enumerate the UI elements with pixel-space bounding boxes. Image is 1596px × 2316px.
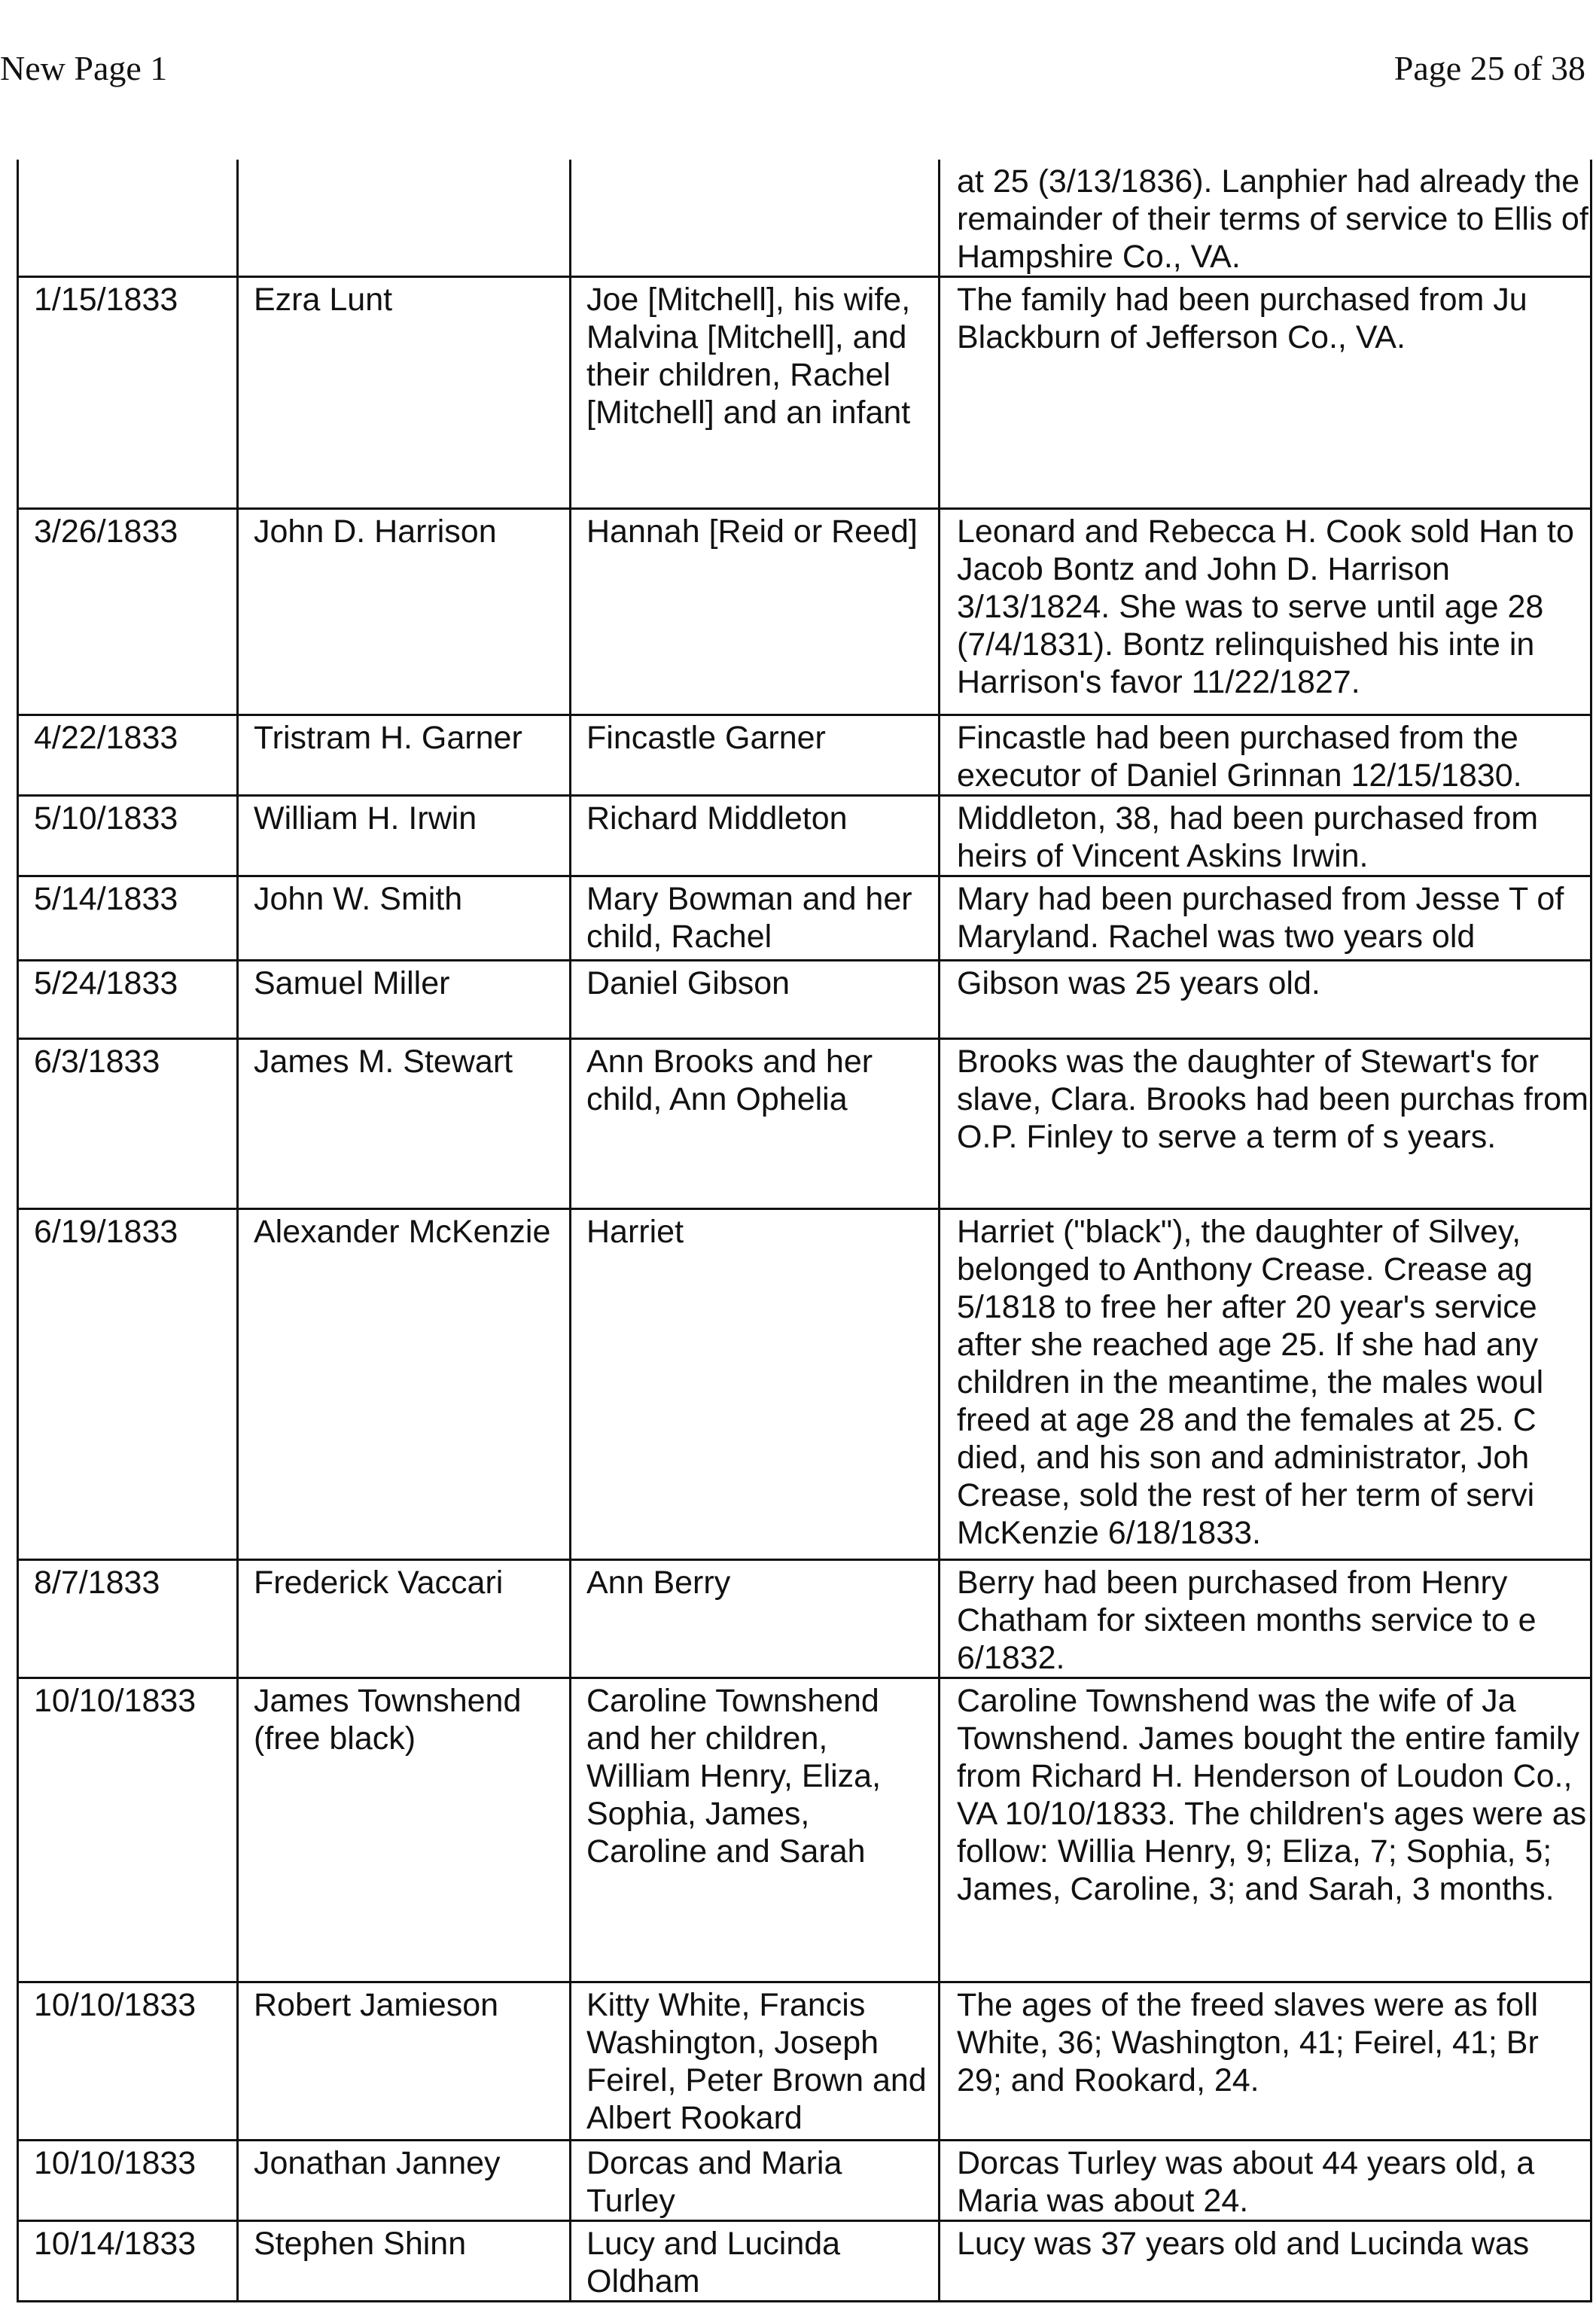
date-cell: 8/7/1833 bbox=[18, 1560, 238, 1678]
freed-cell: Joe [Mitchell], his wife, Malvina [Mitchell], and their children, Rachel [Mitchell] and an infant bbox=[571, 277, 940, 509]
table-row bbox=[18, 1209, 1591, 1560]
table-row bbox=[18, 2141, 1591, 2221]
owner-cell: James Townshend (free black) bbox=[238, 1678, 571, 1982]
date-cell: 5/24/1833 bbox=[18, 961, 238, 1039]
owner-cell: John W. Smith bbox=[238, 876, 571, 961]
notes-cell: Dorcas Turley was about 44 years old, a Maria was about 24. bbox=[940, 2141, 1591, 2221]
table-row bbox=[18, 961, 1591, 1039]
notes-cell: The family had been purchased from Ju Blackburn of Jefferson Co., VA. bbox=[940, 277, 1591, 509]
owner-cell: Tristram H. Garner bbox=[238, 715, 571, 796]
freed-cell: Richard Middleton bbox=[571, 796, 940, 876]
date-cell: 10/10/1833 bbox=[18, 1982, 238, 2141]
owner-cell: Alexander McKenzie bbox=[238, 1209, 571, 1560]
freed-cell: Lucy and Lucinda Oldham bbox=[571, 2221, 940, 2302]
date-cell: 6/3/1833 bbox=[18, 1039, 238, 1209]
owner-cell: Robert Jamieson bbox=[238, 1982, 571, 2141]
freed-cell: Kitty White, Francis Washington, Joseph Feirel, Peter Brown and Albert Rookard bbox=[571, 1982, 940, 2141]
notes-cell: Caroline Townshend was the wife of Ja Townshend. James bought the entire family from Richard H. Henderson of Loudon Co., VA 10/10/1833. The children's ages were as follow: Willia Henry, 9; Eliza, 7; Sophia, 5; James, Caroline, 3; and Sarah, 3 months. bbox=[940, 1678, 1591, 1982]
notes-cell: Fincastle had been purchased from the executor of Daniel Grinnan 12/15/1830. bbox=[940, 715, 1591, 796]
table-row bbox=[18, 160, 1591, 277]
table-row bbox=[18, 715, 1591, 796]
freed-cell: Hannah [Reid or Reed] bbox=[571, 509, 940, 715]
notes-cell: Gibson was 25 years old. bbox=[940, 961, 1591, 1039]
freed-cell: Mary Bowman and her child, Rachel bbox=[571, 876, 940, 961]
freed-cell bbox=[571, 160, 940, 277]
freed-cell: Ann Berry bbox=[571, 1560, 940, 1678]
owner-cell: Frederick Vaccari bbox=[238, 1560, 571, 1678]
date-cell: 6/19/1833 bbox=[18, 1209, 238, 1560]
date-cell: 10/10/1833 bbox=[18, 1678, 238, 1982]
date-cell: 10/14/1833 bbox=[18, 2221, 238, 2302]
notes-cell: Leonard and Rebecca H. Cook sold Han to Jacob Bontz and John D. Harrison 3/13/1824. She was to serve until age 28 (7/4/1831). Bontz relinquished his inte in Harrison's favor 11/22/1827. bbox=[940, 509, 1591, 715]
notes-cell: Harriet ("black"), the daughter of Silvey, belonged to Anthony Crease. Crease ag 5/1818 to free her after 20 year's service after she reached age 25. If she had any children in the meantime, the males woul freed at age 28 and the females at 25. C died, and his son and administrator, Joh Crease, sold the rest of her term of servi McKenzie 6/18/1833. bbox=[940, 1209, 1591, 1560]
table-row bbox=[18, 277, 1591, 509]
owner-cell: James M. Stewart bbox=[238, 1039, 571, 1209]
date-cell bbox=[18, 160, 238, 277]
page-number: Page 25 of 38 bbox=[1393, 49, 1585, 87]
page-header-title: New Page 1 bbox=[0, 49, 168, 87]
notes-cell: Brooks was the daughter of Stewart's for slave, Clara. Brooks had been purchas from O.P. Finley to serve a term of s years. bbox=[940, 1039, 1591, 1209]
owner-cell: William H. Irwin bbox=[238, 796, 571, 876]
date-cell: 4/22/1833 bbox=[18, 715, 238, 796]
freed-cell: Caroline Townshend and her children, William Henry, Eliza, Sophia, James, Caroline and Sarah bbox=[571, 1678, 940, 1982]
date-cell: 3/26/1833 bbox=[18, 509, 238, 715]
table-row bbox=[18, 2221, 1591, 2302]
date-cell: 10/10/1833 bbox=[18, 2141, 238, 2221]
owner-cell: Jonathan Janney bbox=[238, 2141, 571, 2221]
notes-cell: The ages of the freed slaves were as foll White, 36; Washington, 41; Feirel, 41; Br 29; and Rookard, 24. bbox=[940, 1982, 1591, 2141]
owner-cell: Stephen Shinn bbox=[238, 2221, 571, 2302]
notes-cell: Lucy was 37 years old and Lucinda was bbox=[940, 2221, 1591, 2302]
table-row bbox=[18, 796, 1591, 876]
freed-cell: Dorcas and Maria Turley bbox=[571, 2141, 940, 2221]
table-row bbox=[18, 876, 1591, 961]
table-row bbox=[18, 1982, 1591, 2141]
table-row bbox=[18, 1678, 1591, 1982]
notes-cell: Berry had been purchased from Henry Chatham for sixteen months service to e 6/1832. bbox=[940, 1560, 1591, 1678]
date-cell: 5/14/1833 bbox=[18, 876, 238, 961]
notes-cell: Mary had been purchased from Jesse T of Maryland. Rachel was two years old bbox=[940, 876, 1591, 961]
date-cell: 1/15/1833 bbox=[18, 277, 238, 509]
freed-cell: Ann Brooks and her child, Ann Ophelia bbox=[571, 1039, 940, 1209]
notes-cell: at 25 (3/13/1836). Lanphier had already the remainder of their terms of service to Ellis of Hampshire Co., VA. bbox=[940, 160, 1591, 277]
date-cell: 5/10/1833 bbox=[18, 796, 238, 876]
freed-cell: Fincastle Garner bbox=[571, 715, 940, 796]
owner-cell: Ezra Lunt bbox=[238, 277, 571, 509]
owner-cell: Samuel Miller bbox=[238, 961, 571, 1039]
owner-cell: John D. Harrison bbox=[238, 509, 571, 715]
manumission-table bbox=[17, 160, 1592, 2302]
freed-cell: Daniel Gibson bbox=[571, 961, 940, 1039]
table-row bbox=[18, 1560, 1591, 1678]
notes-cell: Middleton, 38, had been purchased from heirs of Vincent Askins Irwin. bbox=[940, 796, 1591, 876]
table-row bbox=[18, 509, 1591, 715]
freed-cell: Harriet bbox=[571, 1209, 940, 1560]
table-row bbox=[18, 1039, 1591, 1209]
owner-cell bbox=[238, 160, 571, 277]
